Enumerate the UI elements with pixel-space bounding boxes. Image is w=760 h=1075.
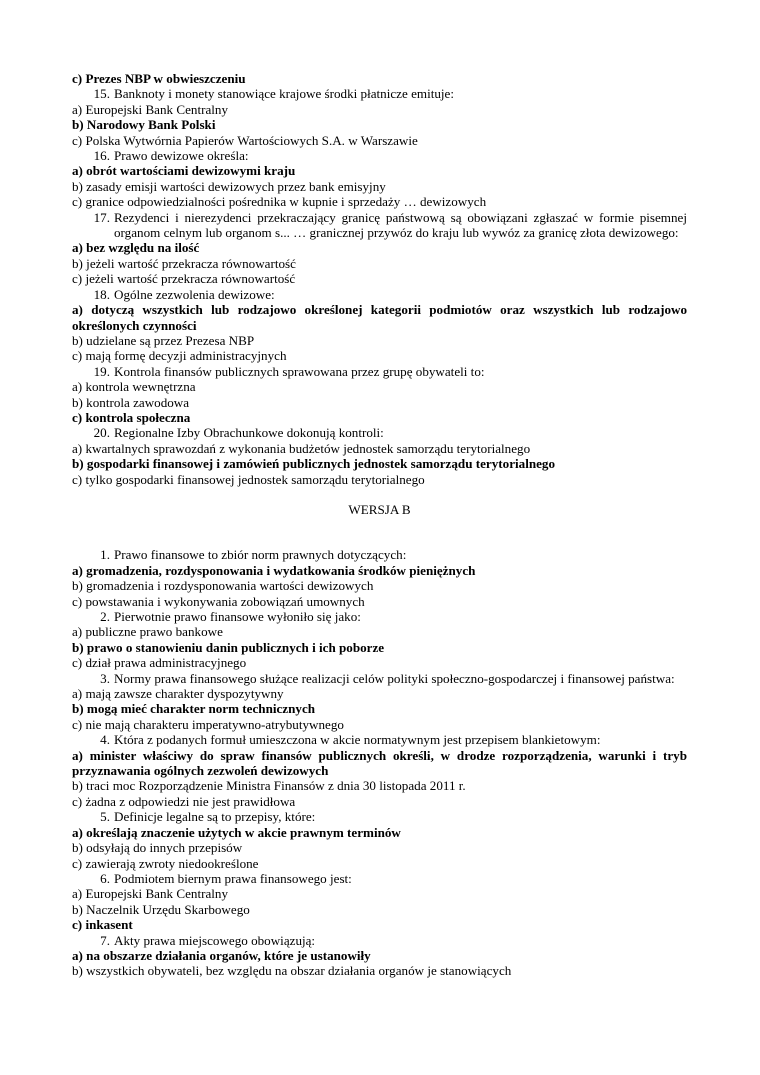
question [72, 425, 687, 440]
question [72, 210, 687, 241]
answer-option: c) dział prawa administracyjnego [72, 655, 247, 671]
answer-option: b) zasady emisji wartości dewizowych przez bank emisyjny [72, 178, 386, 194]
correct-answer: a) bez względu na ilość [72, 240, 200, 256]
correct-answer: a) minister właściwy do spraw finansów publicznych określi, w drodze rozporządzenia, warunki i tryb przyznawania ogólnych zezwoleń dewizowych [72, 747, 687, 779]
answer-option: c) jeżeli wartość przekracza równowartość [72, 271, 296, 287]
question-text: Definicje legalne są to przepisy, które: [114, 809, 316, 825]
answer-option: a) mają zawsze charakter dyspozytywny [72, 686, 284, 702]
question-number: 1. [100, 547, 110, 563]
answer-option: b) wszystkich obywateli, bez względu na obszar działania organów je stanowiących [72, 963, 512, 979]
question-number: 3. [100, 670, 110, 686]
question-number: 7. [100, 932, 110, 948]
answer-option: c) mają formę decyzji administracyjnych [72, 348, 287, 364]
question [72, 732, 687, 747]
answer-option: a) kwartalnych sprawozdań z wykonania budżetów jednostek samorządu terytorialnego [72, 440, 531, 456]
question [72, 364, 687, 379]
answer-option: c) granice odpowiedzialności pośrednika w kupnie i sprzedaży … dewizowych [72, 194, 487, 210]
section-version-b [72, 547, 687, 978]
question-text: Regionalne Izby Obrachunkowe dokonują kontroli: [114, 425, 384, 441]
answer-option: b) odsyłają do innych przepisów [72, 840, 243, 856]
correct-answer: a) na obszarze działania organów, które je ustanowiły [72, 947, 371, 963]
question [72, 287, 687, 302]
answer-option: c) zawierają zwroty niedookreślone [72, 855, 259, 871]
answer-option: b) jeżeli wartość przekracza równowartość [72, 255, 296, 271]
question-text: Akty prawa miejscowego obowiązują: [114, 932, 316, 948]
question-text: Banknoty i monety stanowiące krajowe środki płatnicze emituje: [114, 86, 454, 102]
correct-answer: b) mogą mieć charakter norm technicznych [72, 701, 316, 717]
question [72, 871, 687, 886]
question-number: 16. [93, 148, 110, 164]
answer-option: a) kontrola wewnętrzna [72, 379, 196, 395]
question-text: Prawo dewizowe określa: [114, 148, 249, 164]
question-text: Normy prawa finansowego służące realizacji celów polityki społeczno-gospodarczej i finansowej państwa: [114, 670, 675, 686]
question-text: Ogólne zezwolenia dewizowe: [114, 286, 275, 302]
answer-option: c) powstawania i wykonywania zobowiązań umownych [72, 593, 365, 609]
question-text: Podmiotem biernym prawa finansowego jest: [114, 870, 352, 886]
answer-option: b) gromadzenia i rozdysponowania wartości dewizowych [72, 578, 374, 594]
answer-option: a) Europejski Bank Centralny [72, 886, 228, 902]
question-number: 17. [93, 209, 110, 225]
answer-option: b) udzielane są przez Prezesa NBP [72, 332, 255, 348]
question-number: 2. [100, 609, 110, 624]
correct-answer: a) gromadzenia, rozdysponowania i wydatkowania środków pieniężnych [72, 562, 476, 578]
answer-option: b) kontrola zawodowa [72, 394, 190, 410]
answer-option: c) tylko gospodarki finansowej jednostek samorządu terytorialnego [72, 471, 425, 487]
correct-answer: a) określają znaczenie użytych w akcie prawnym terminów [72, 824, 401, 840]
question [72, 809, 687, 824]
answer-option: c) Polska Wytwórnia Papierów Wartościowych S.A. w Warszawie [72, 132, 418, 148]
correct-answer: c) inkasent [72, 917, 133, 933]
question [72, 609, 687, 624]
answer-option: c) żadna z odpowiedzi nie jest prawidłowa [72, 793, 296, 809]
question-text: Pierwotnie prawo finansowe wyłoniło się jako: [114, 609, 361, 624]
correct-answer: a) obrót wartościami dewizowymi kraju [72, 163, 296, 179]
answer-option: b) Naczelnik Urzędu Skarbowego [72, 901, 250, 917]
question-text: Kontrola finansów publicznych sprawowana przez grupę obywateli to: [114, 363, 485, 379]
correct-answer: b) gospodarki finansowej i zamówień publicznych jednostek samorządu terytorialnego [72, 456, 556, 472]
version-heading: WERSJA B [348, 501, 411, 517]
question [72, 148, 687, 163]
question-text: Prawo finansowe to zbiór norm prawnych dotyczących: [114, 547, 407, 563]
correct-answer: a) dotyczą wszystkich lub rodzajowo określonej kategorii podmiotów oraz wszystkich lub rodzajowo określonych czynności [72, 302, 687, 333]
answer-option: a) publiczne prawo bankowe [72, 624, 223, 640]
question-number: 15. [93, 86, 110, 102]
question [72, 671, 687, 686]
answer-option: a) Europejski Bank Centralny [72, 101, 228, 117]
answer-option: c) nie mają charakteru imperatywno-atrybutywnego [72, 716, 344, 732]
answer-option: b) traci moc Rozporządzenie Ministra Finansów z dnia 30 listopada 2011 r. [72, 778, 466, 794]
section-continued [72, 86, 687, 487]
question-number: 18. [93, 286, 110, 302]
question-text: Rezydenci i nierezydenci przekraczający granicę państwową są obowiązani zgłaszać w formie pisemnej organom celnym lub organom s... … granicznej przywóz do kraju lub wywóz za granicę złota dewizowego: [114, 209, 687, 241]
question [72, 933, 687, 948]
question-number: 5. [100, 809, 110, 825]
correct-answer: c) kontrola społeczna [72, 409, 191, 425]
question [72, 547, 687, 562]
question-number: 6. [100, 870, 110, 886]
question-number: 20. [93, 425, 110, 441]
question-number: 4. [100, 732, 110, 748]
correct-answer: b) prawo o stanowieniu danin publicznych i ich poborze [72, 639, 385, 655]
question [72, 86, 687, 101]
correct-answer: b) Narodowy Bank Polski [72, 117, 216, 133]
answer-line-top: c) Prezes NBP w obwieszczeniu [72, 71, 246, 86]
question-number: 19. [93, 363, 110, 379]
question-text: Która z podanych formuł umieszczona w akcie normatywnym jest przepisem blankietowym: [114, 732, 601, 748]
